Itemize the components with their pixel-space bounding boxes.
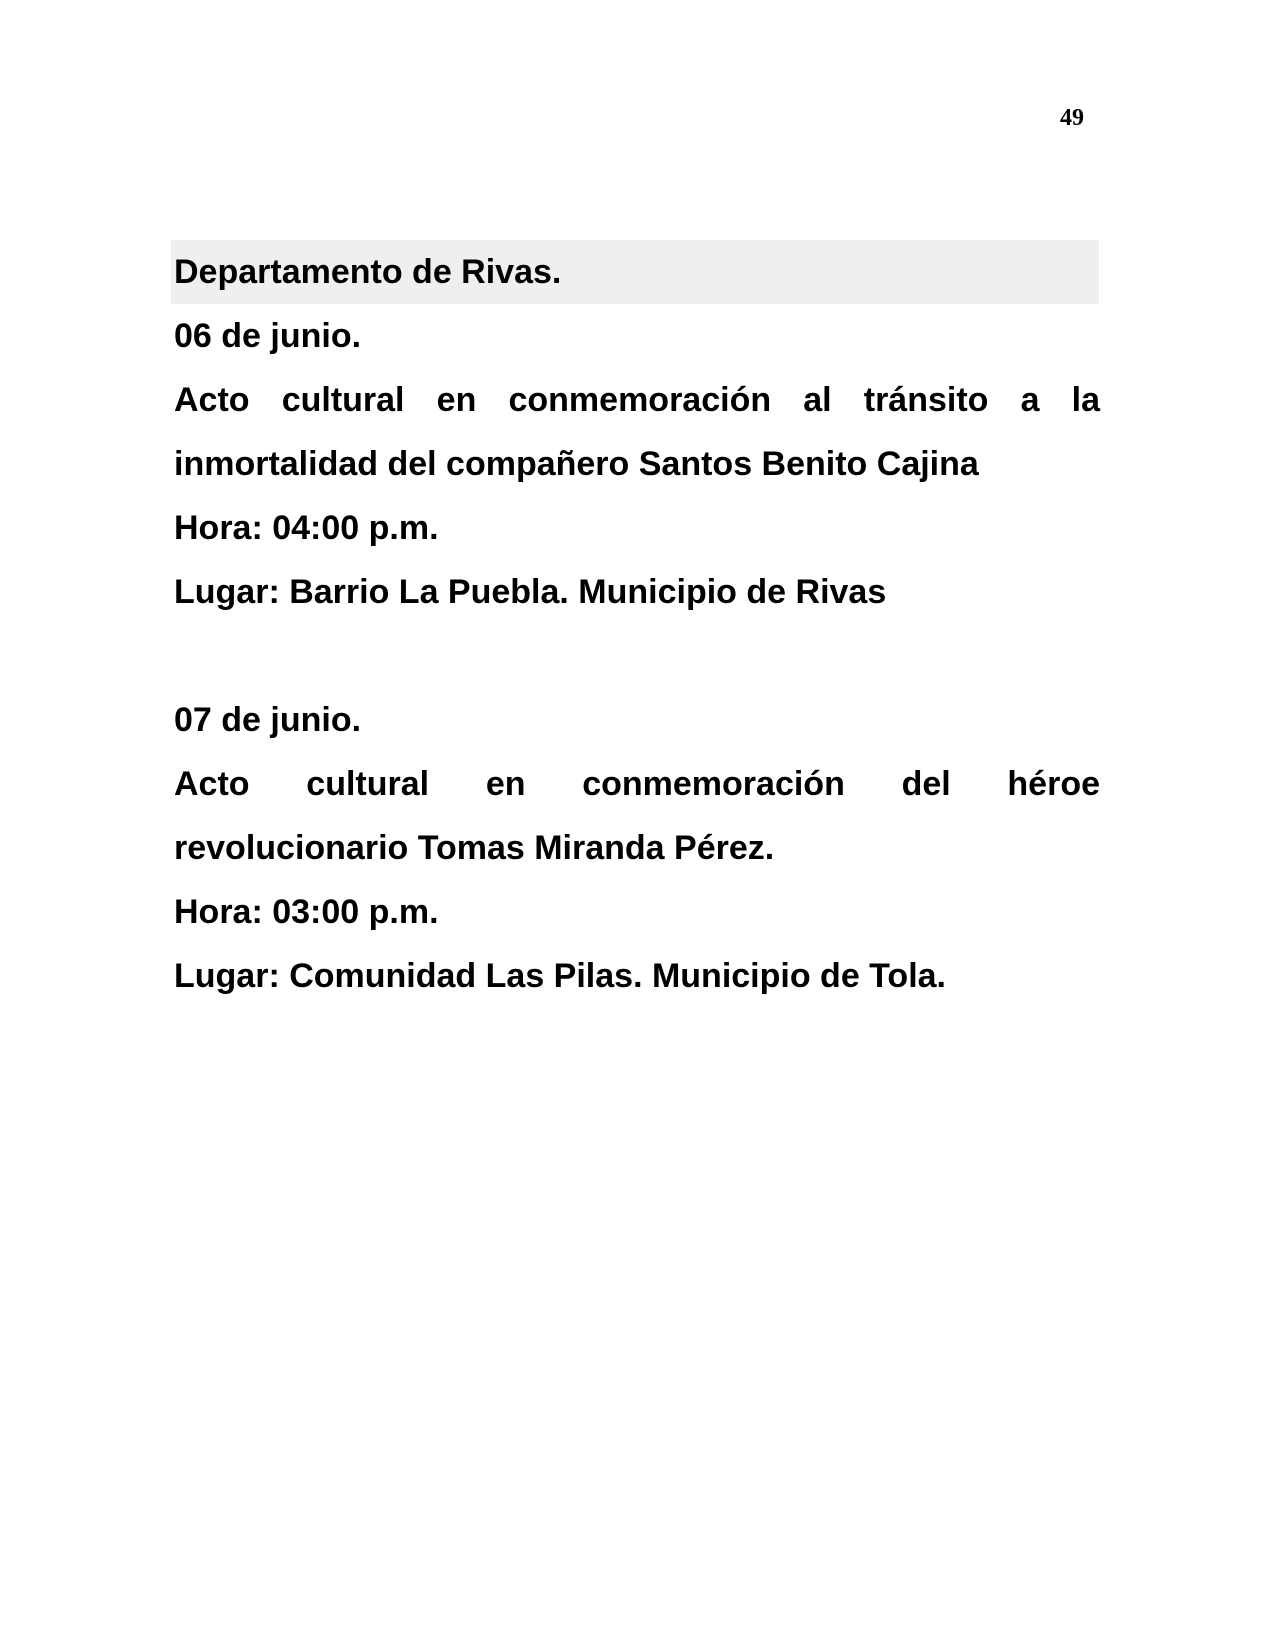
department-heading-text: Departamento de Rivas. bbox=[174, 253, 562, 291]
word: héroe bbox=[1007, 765, 1100, 803]
event-1-description-line-2: inmortalidad del compañero Santos Benito Cajina bbox=[174, 445, 979, 483]
word: cultural bbox=[281, 381, 405, 419]
event-1-place: Lugar: Barrio La Puebla. Municipio de Rivas bbox=[174, 573, 887, 611]
event-1-description-line-1 bbox=[174, 368, 1100, 432]
word: la bbox=[1071, 381, 1100, 419]
word: en bbox=[436, 381, 477, 419]
word: cultural bbox=[306, 765, 430, 803]
word: conmemoración bbox=[508, 381, 772, 419]
event-1-time: Hora: 04:00 p.m. bbox=[174, 509, 439, 547]
department-heading bbox=[171, 240, 1099, 304]
word: conmemoración bbox=[582, 765, 845, 803]
word: del bbox=[901, 765, 951, 803]
word: tránsito bbox=[863, 381, 989, 419]
word: al bbox=[803, 381, 832, 419]
event-2-time: Hora: 03:00 p.m. bbox=[174, 893, 439, 931]
word: Acto bbox=[174, 765, 250, 803]
word: en bbox=[485, 765, 526, 803]
page-number: 49 bbox=[1060, 105, 1084, 131]
word: Acto bbox=[174, 381, 250, 419]
event-2-date: 07 de junio. bbox=[174, 701, 362, 739]
word: a bbox=[1020, 381, 1040, 419]
event-1-date: 06 de junio. bbox=[174, 317, 362, 355]
event-2-description-line-1 bbox=[174, 752, 1100, 816]
event-2-place: Lugar: Comunidad Las Pilas. Municipio de Tola. bbox=[174, 957, 946, 995]
event-2-description-line-2: revolucionario Tomas Miranda Pérez. bbox=[174, 829, 775, 867]
